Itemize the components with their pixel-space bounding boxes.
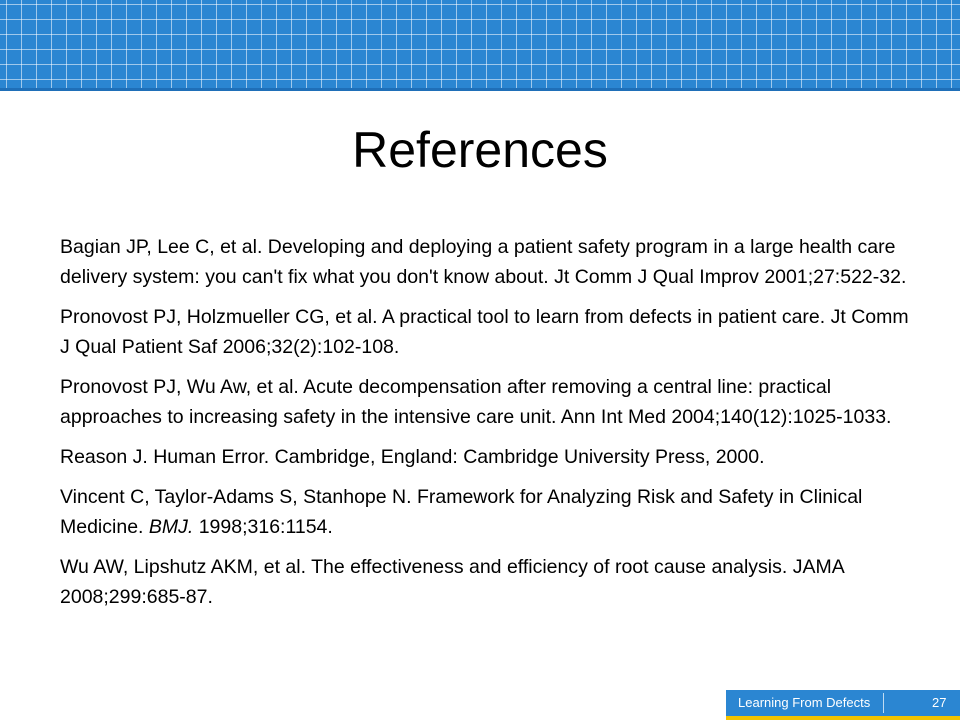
reference-item: Pronovost PJ, Holzmueller CG, et al. A practical tool to learn from defects in patient care. Jt Comm J Qual Patient Saf 2006;32(2):102-108. [60,306,909,358]
footer-label: Learning From Defects [738,695,871,710]
reference-text: 1998;316:1154. [193,516,333,538]
header-banner-edge [0,88,960,91]
reference-item: Bagian JP, Lee C, et al. Developing and deploying a patient safety program in a large health care delivery system: you can't fix what you don't know about. Jt Comm J Qual Improv 2001;27:522-32. [60,236,907,288]
reference-text: Vincent C, Taylor-Adams S, Stanhope N. Framework for Analyzing Risk and Safety in Clinical Medicine. [60,486,863,538]
footer-divider [883,693,884,713]
footer-bar [726,690,960,720]
reference-item [60,482,916,542]
reference-item: Reason J. Human Error. Cambridge, England: Cambridge University Press, 2000. [60,446,765,468]
slide-title: References [352,122,608,178]
header-banner [0,0,960,88]
reference-journal: BMJ. [148,516,194,538]
reference-item: Wu AW, Lipshutz AKM, et al. The effectiveness and efficiency of root cause analysis. JAMA 2008;299:685-87. [60,556,844,608]
reference-list [60,232,916,622]
reference-item: Pronovost PJ, Wu Aw, et al. Acute decompensation after removing a central line: practical approaches to increasing safety in the intensive care unit. Ann Int Med 2004;140(12):1025-1033. [60,376,892,428]
page-number: 27 [932,695,947,710]
